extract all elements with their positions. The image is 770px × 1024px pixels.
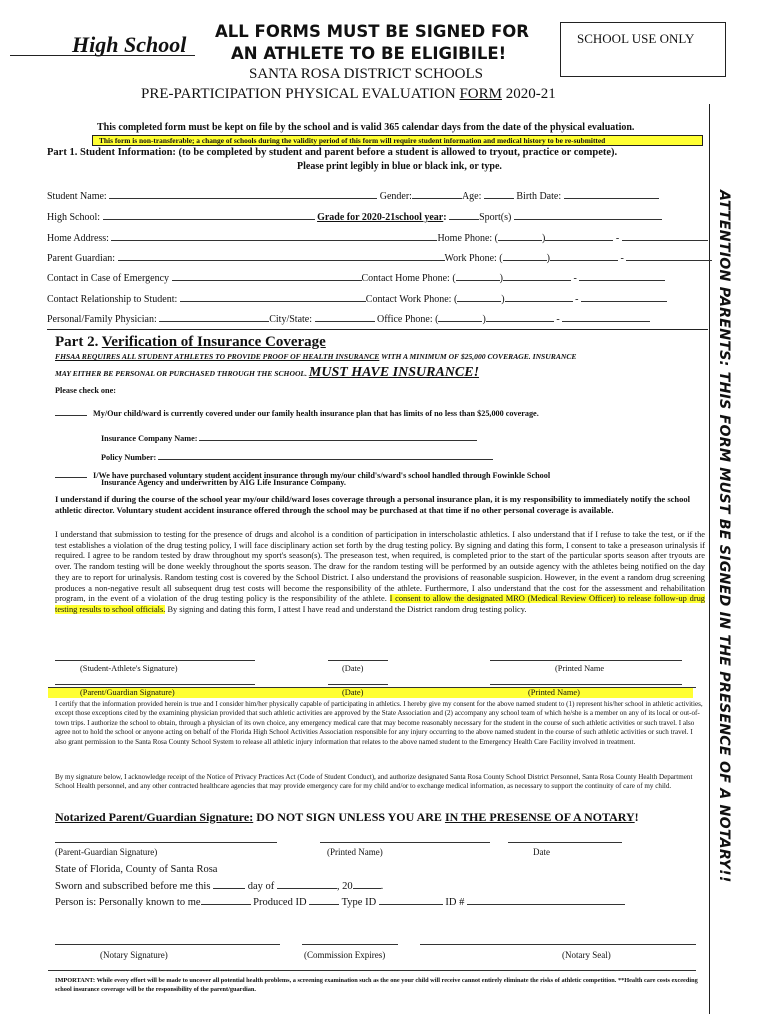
transfer-notice: This form is non-transferable; a change of schools during the validity period of this form will require student information and medical history to be re-submitted <box>92 135 703 146</box>
fhsaa-requirement-line2: MAY EITHER BE PERSONAL OR PURCHASED THROUGH THE SCHOOL. MUST HAVE INSURANCE! <box>55 365 480 380</box>
row-home-address: Home Address: Home Phone: ( ) - <box>47 230 708 244</box>
contact-work-phone-area[interactable] <box>457 291 501 302</box>
part2-separator <box>47 329 708 330</box>
option-voluntary-check[interactable] <box>55 467 87 478</box>
row-high-school: High School: Grade for 2020-21school year: Sport(s) <box>47 209 662 223</box>
part2-heading: Part 2. Verification of Insurance Coverage <box>55 334 326 350</box>
emergency-contact-field[interactable] <box>172 270 362 281</box>
student-name-field[interactable] <box>109 188 377 199</box>
gender-field[interactable] <box>412 188 462 199</box>
physician-field[interactable] <box>159 311 269 322</box>
insurance-option-voluntary-line2: Insurance Agency and underwritten by AIG Life Insurance Company. <box>101 478 346 487</box>
notary-seal-label: (Notary Seal) <box>562 950 611 960</box>
home-phone-field[interactable] <box>545 230 613 241</box>
district-name: SANTA ROSA DISTRICT SCHOOLS <box>249 66 483 82</box>
contact-work-phone-ext[interactable] <box>581 291 667 302</box>
notary-parent-sig-line[interactable] <box>55 842 277 843</box>
row-emergency-contact: Contact in Case of Emergency Contact Home Phone: ( ) - <box>47 270 665 284</box>
parent-sig-line[interactable] <box>55 684 255 685</box>
notary-sig-line[interactable] <box>55 944 280 945</box>
contact-work-phone-field[interactable] <box>505 291 573 302</box>
type-id-field[interactable] <box>379 894 443 905</box>
known-field[interactable] <box>201 894 251 905</box>
birth-date-field[interactable] <box>564 188 659 199</box>
parent-date-label: (Date) <box>342 688 364 697</box>
eligibility-warning-line1: ALL FORMS MUST BE SIGNED FOR <box>215 22 529 41</box>
insurance-company-field[interactable] <box>199 430 477 441</box>
footer-rule <box>48 970 696 971</box>
certification-paragraph: I certify that the information provided herein is true and I consider him/her physically capable of participating in athletics. I hereby give my consent for the above named student to (1) represent his/her school in athletic activities, except those exceptions cited by the examining physician provided that such athletic activities are approved by the State Association and (2) accompany any school team of which he/she is a member on any of its local or out-of-town trips. I authorize the school to obtain, through a physician of its own choice, any emergency medical care that may become reasonably necessary for the student in the course of such athletic activities or such travel. I also agree not to hold the school or anyone acting on behalf of the Florida High School Activities Association responsible for any injury occurring to the above named student in the course of such athletic activities or such travel. I also grant permission to the Santa Rosa County School System to release all athletic injury information that relates to the above named student to the Emergency Health Care Facility involved in treatment. <box>55 700 703 746</box>
part1-heading: Part 1. Student Information: (to be completed by student and parent before a student is allowed to tryout, practice or compete). <box>47 147 618 158</box>
grade-field[interactable] <box>449 209 479 220</box>
notary-warning-side-text: ATTENTION PARENTS: THIS FORM MUST BE SIGNED IN THE PRESENCE OF A NOTARY!! <box>716 190 732 883</box>
age-field[interactable] <box>484 188 514 199</box>
sports-field[interactable] <box>514 209 662 220</box>
parent-printed-label: (Printed Name) <box>528 688 580 697</box>
row-physician: Personal/Family Physician: City/State: Office Phone: ( ) - <box>47 311 650 325</box>
office-phone-area[interactable] <box>438 311 482 322</box>
validity-notice: This completed form must be kept on file by the school and is valid 365 calendar days from the date of the physical evaluation. <box>97 122 635 133</box>
home-address-field[interactable] <box>111 230 437 241</box>
parent-sig-label: (Parent/Guardian Signature) <box>80 688 175 697</box>
contact-home-phone-ext[interactable] <box>579 270 665 281</box>
row-student-name: Student Name: Gender: Age: Birth Date: <box>47 188 659 202</box>
option-family-check[interactable] <box>55 405 87 416</box>
person-id-line: Person is: Personally known to me Produced ID Type ID ID # <box>55 894 625 908</box>
contact-home-phone-area[interactable] <box>456 270 500 281</box>
sworn-line: Sworn and subscribed before me this day of , 20 . <box>55 878 383 892</box>
form-title: PRE-PARTICIPATION PHYSICAL EVALUATION FORM 2020-21 <box>141 86 556 102</box>
coverage-responsibility: I understand if during the course of the school year my/our child/ward loses coverage through a personal insurance plan, it is my responsibility to immediately notify the school athletic director. Voluntary student accident insurance offered through the school may be purchased at that time if no other personal coverage is available. <box>55 494 690 515</box>
eligibility-warning-line2: AN ATHLETE TO BE ELIGIBILE! <box>231 44 507 63</box>
commission-line[interactable] <box>302 944 398 945</box>
contact-relationship-field[interactable] <box>180 291 366 302</box>
contact-home-phone-field[interactable] <box>503 270 571 281</box>
city-state-field[interactable] <box>315 311 375 322</box>
notary-heading: Notarized Parent/Guardian Signature: DO NOT SIGN UNLESS YOU ARE IN THE PRESENSE OF A NOTARY! <box>55 810 639 824</box>
policy-number-field[interactable] <box>158 449 493 460</box>
sworn-year-field[interactable] <box>353 878 381 889</box>
athlete-sig-label: (Student-Athlete's Signature) <box>80 664 178 673</box>
home-phone-area[interactable] <box>498 230 542 241</box>
athlete-printed-line[interactable] <box>490 660 682 661</box>
notary-printed-label: (Printed Name) <box>327 847 383 857</box>
school-label: High School <box>72 32 187 57</box>
office-phone-field[interactable] <box>486 311 554 322</box>
produced-id-field[interactable] <box>309 894 339 905</box>
important-footer: IMPORTANT: While every effort will be made to uncover all potential health problems, a screening examination such as the one your child will receive cannot entirely eliminate the risks of athletic competition. **Health care costs exceeding school insurance coverage will be the responsibility of the parent/guardian. <box>55 977 698 993</box>
sworn-day-field[interactable] <box>213 878 245 889</box>
commission-label: (Commission Expires) <box>304 950 386 960</box>
work-phone-field[interactable] <box>550 250 618 261</box>
athlete-date-label: (Date) <box>342 664 364 673</box>
parent-date-line[interactable] <box>328 684 388 685</box>
drug-testing-policy: I understand that submission to testing for the presence of drugs and alcohol is a condition of participation in interscholastic athletics. I also understand that if I refuse to take the test, or if the test establishes a violation of the drug testing policy, I will face disciplinary action set forth by the drug testing policy. By signing and dating this form, I consent to take a preseason urinalysis if required. I agree to be random tested by draw throughout my sport's season(s). The preseason test, when required, is completed prior to the start of the particular sports season after tryouts are over. The random testing will be done weekly throughout the sports season. The draw for the random testing will be performed by an outside agency with the athletes being notified on the day they are to report for urinalysis. Random testing cost is covered by the School District. I also understand the provisions of reasonable suspicion. However, in the event a random drug screening produces a non-negative result all subsequent drug test costs will become the responsibility of the athlete. Furthermore, I also understand that the cost for the assessment and rehabilitation program, in the event of a violation of the drug testing policy is the responsibility of the athlete. I consent to allow the designated MRO (Medical Review Officer) to release follow-up drug testing results to school officials. By signing and dating this form, I attest I have read and understand the District random drug testing policy. <box>55 530 705 614</box>
id-number-field[interactable] <box>467 894 625 905</box>
insurance-option-family: My/Our child/ward is currently covered under our family health insurance plan that has limits of no less than $25,000 coverage. <box>55 405 539 418</box>
parent-guardian-field[interactable] <box>118 250 445 261</box>
insurance-company-row: Insurance Company Name: <box>101 430 477 443</box>
notary-date-label: Date <box>533 847 550 857</box>
parent-printed-line[interactable] <box>490 684 682 685</box>
school-use-box <box>560 22 726 77</box>
insurance-option-voluntary: I/We have purchased voluntary student accident insurance through my/our child's/ward's school handled through Fowinkle School <box>55 467 550 480</box>
home-phone-ext[interactable] <box>622 230 708 241</box>
office-phone-ext[interactable] <box>562 311 650 322</box>
athlete-sig-line[interactable] <box>55 660 255 661</box>
fhsaa-requirement: FHSAA REQUIRES ALL STUDENT ATHLETES TO PROVIDE PROOF OF HEALTH INSURANCE WITH A MINIMUM OF $25,000 COVERAGE. INSURANCE <box>55 352 577 361</box>
notary-seal-line[interactable] <box>420 944 696 945</box>
high-school-field[interactable] <box>103 209 315 220</box>
athlete-printed-label: (Printed Name <box>555 664 605 673</box>
notary-date-line[interactable] <box>508 842 622 843</box>
privacy-paragraph: By my signature below, I acknowledge receipt of the Notice of Privacy Practices Act (Code of Student Conduct), and authorize designated Santa Rosa County School District Personnel, Santa Rosa County Health Department School Health personnel, and any other contracted healthcare agencies that may provide emergency care for my child and/or to exchange medical information, as necessary to support the continuity of care of my child. <box>55 773 693 791</box>
sworn-month-field[interactable] <box>277 878 337 889</box>
row-contact-relationship: Contact Relationship to Student: Contact Work Phone: ( ) - <box>47 291 667 305</box>
notary-parent-sig-label: (Parent-Guardian Signature) <box>55 847 158 857</box>
policy-number-row: Policy Number: <box>101 449 493 462</box>
please-check: Please check one: <box>55 386 116 395</box>
row-parent-guardian: Parent Guardian: Work Phone: ( ) - <box>47 250 712 264</box>
part1-subheading: Please print legibly in blue or black ink, or type. <box>297 161 502 172</box>
athlete-date-line[interactable] <box>328 660 388 661</box>
notary-sig-label: (Notary Signature) <box>100 950 168 960</box>
school-use-label: SCHOOL USE ONLY <box>577 31 695 46</box>
state-county: State of Florida, County of Santa Rosa <box>55 864 218 875</box>
work-phone-area[interactable] <box>503 250 547 261</box>
work-phone-ext[interactable] <box>626 250 712 261</box>
notary-printed-line[interactable] <box>320 842 490 843</box>
